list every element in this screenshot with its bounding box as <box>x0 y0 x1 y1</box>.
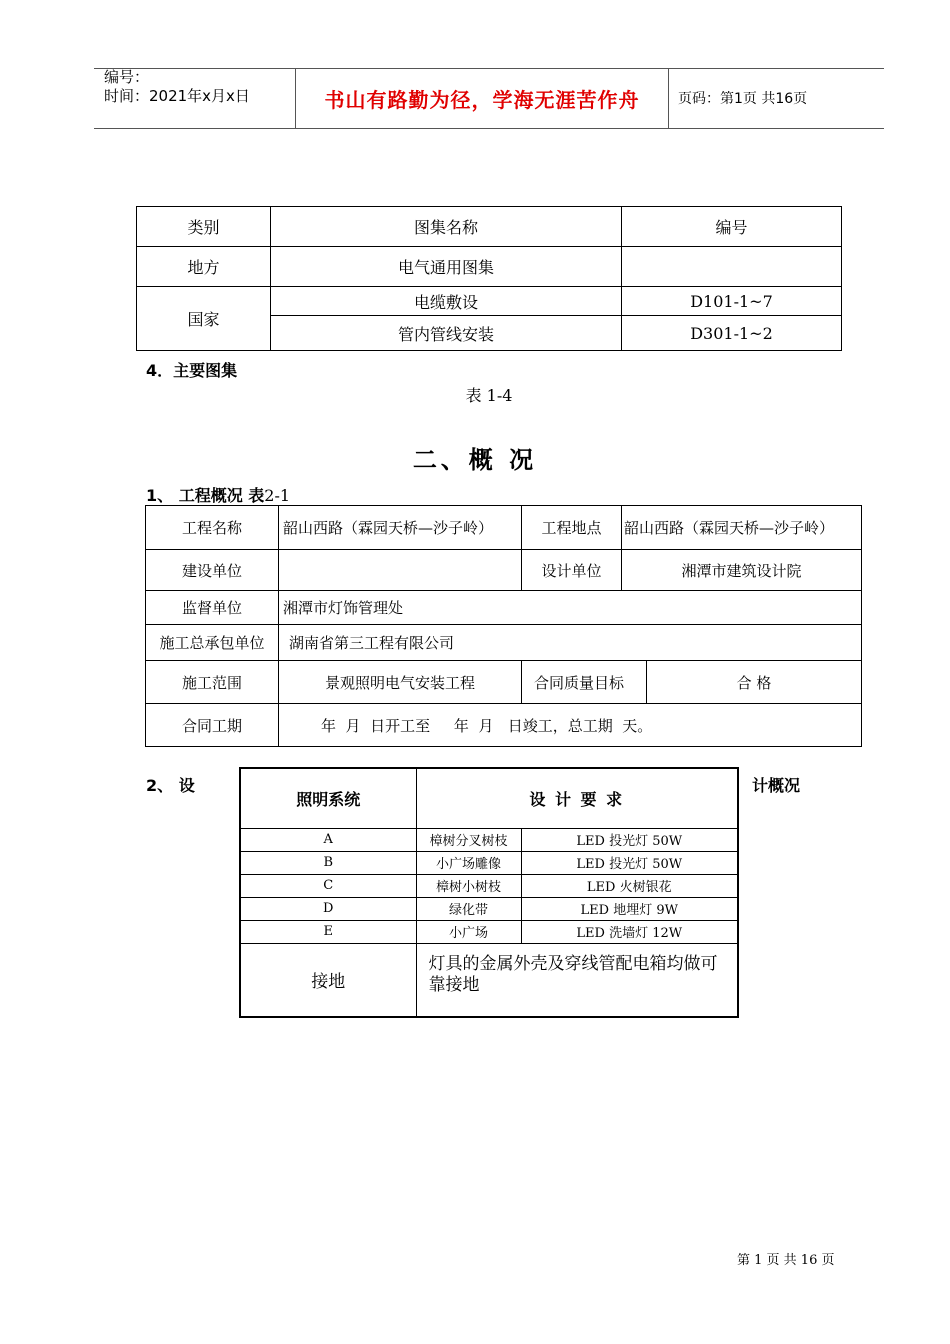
field-value: 年 月 日开工至 年 月 日竣工，总工期 天。 <box>279 704 862 747</box>
table-row <box>146 550 862 591</box>
field-value <box>279 550 522 591</box>
field-value: 湘潭市灯饰管理处 <box>279 591 862 625</box>
field-label: 建设单位 <box>146 550 279 591</box>
section-1-label: 1、 工程概况 表 <box>146 486 265 505</box>
field-value: 韶山西路（霖园天桥—沙子岭） <box>279 506 522 550</box>
field-label: 合同质量目标 <box>522 661 647 704</box>
field-label: 设计单位 <box>522 550 622 591</box>
header-motto: 书山有路勤为径，学海无涯苦作舟 <box>324 88 640 112</box>
system-cell: D <box>240 897 416 920</box>
grounding-text: 灯具的金属外壳及穿线管配电箱均做可靠接地 <box>416 943 738 1017</box>
header-page-info: 页码：第1页 共16页 <box>678 91 808 107</box>
table-header-row <box>240 768 738 828</box>
doc-number-label: 编号： <box>104 68 150 86</box>
table-row <box>240 943 738 1017</box>
grounding-label: 接地 <box>240 943 416 1017</box>
section-2-prefix: 2、 设 <box>146 776 195 795</box>
table-row <box>240 920 738 943</box>
table-header-row <box>137 207 842 247</box>
place-cell: 小广场 <box>416 920 521 943</box>
field-value: 景观照明电气安装工程 <box>279 661 522 704</box>
lamp-cell: LED 投光灯 50W <box>521 851 738 874</box>
section-1-title <box>146 483 290 506</box>
category-cell: 国家 <box>137 287 271 351</box>
table-row <box>240 851 738 874</box>
project-overview-table <box>145 505 862 747</box>
lamp-cell: LED 洗墙灯 12W <box>521 920 738 943</box>
table-row <box>146 661 862 704</box>
place-cell: 绿化带 <box>416 897 521 920</box>
table-row <box>146 591 862 625</box>
table-header-cell: 编号 <box>622 207 842 247</box>
table-row <box>137 247 842 287</box>
table-row <box>240 828 738 851</box>
table-row <box>146 625 862 661</box>
table-header-cell: 图集名称 <box>271 207 622 247</box>
category-cell: 地方 <box>137 247 271 287</box>
system-cell: B <box>240 851 416 874</box>
field-value: 韶山西路（霖园天桥—沙子岭） <box>622 506 862 550</box>
table-row <box>146 704 862 747</box>
field-label: 合同工期 <box>146 704 279 747</box>
field-label: 施工总承包单位 <box>146 625 279 661</box>
field-label: 工程地点 <box>522 506 622 550</box>
atlas-table <box>136 206 842 351</box>
atlas-code-cell <box>622 247 842 287</box>
chapter-title: 二、概 况 <box>412 446 538 474</box>
system-cell: A <box>240 828 416 851</box>
lamp-cell: LED 火树银花 <box>521 874 738 897</box>
atlas-name-cell: 电气通用图集 <box>271 247 622 287</box>
header-divider <box>668 68 669 129</box>
doc-time-label: 时间：2021年x月x日 <box>104 87 250 105</box>
header-bottom-rule <box>94 128 884 129</box>
field-label: 施工范围 <box>146 661 279 704</box>
table-row <box>146 506 862 550</box>
atlas-code-cell: D301-1~2 <box>622 316 842 351</box>
atlas-name-cell: 电缆敷设 <box>271 287 622 316</box>
lighting-design-table <box>239 767 739 1018</box>
atlas-code-cell: D101-1~7 <box>622 287 842 316</box>
place-cell: 小广场雕像 <box>416 851 521 874</box>
header-meta <box>104 68 250 106</box>
table-row <box>240 897 738 920</box>
table-header-cell: 照明系统 <box>240 768 416 828</box>
place-cell: 樟树小树枝 <box>416 874 521 897</box>
section-2-suffix: 计概况 <box>752 776 801 795</box>
field-label: 监督单位 <box>146 591 279 625</box>
field-value: 湖南省第三工程有限公司 <box>279 625 862 661</box>
field-label: 工程名称 <box>146 506 279 550</box>
lamp-cell: LED 投光灯 50W <box>521 828 738 851</box>
section-4-title: 4．主要图集 <box>146 361 238 380</box>
table-row <box>240 874 738 897</box>
table-number: 2-1 <box>264 486 291 505</box>
field-value: 湘潭市建筑设计院 <box>622 550 862 591</box>
table-caption: 表 1-4 <box>465 386 513 405</box>
table-header-cell: 类别 <box>137 207 271 247</box>
lamp-cell: LED 地埋灯 9W <box>521 897 738 920</box>
field-value: 合 格 <box>647 661 862 704</box>
table-header-cell: 设 计 要 求 <box>416 768 738 828</box>
place-cell: 樟树分叉树枝 <box>416 828 521 851</box>
page-footer: 第 1 页 共 16 页 <box>737 1253 835 1268</box>
system-cell: E <box>240 920 416 943</box>
table-row <box>137 287 842 316</box>
system-cell: C <box>240 874 416 897</box>
atlas-name-cell: 管内管线安装 <box>271 316 622 351</box>
